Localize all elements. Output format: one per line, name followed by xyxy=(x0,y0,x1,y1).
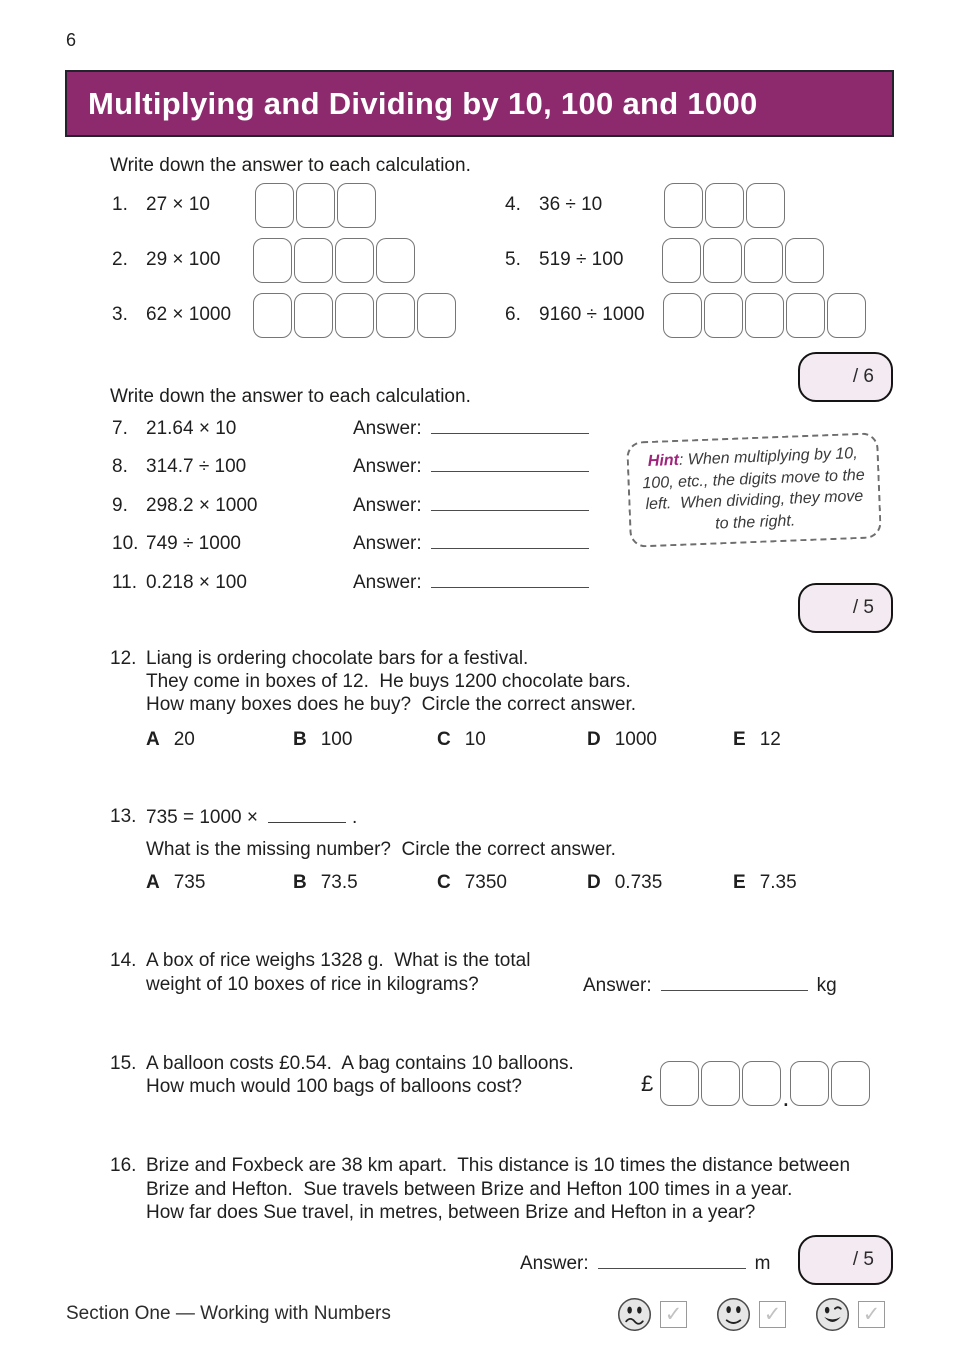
answer-box[interactable] xyxy=(417,293,456,338)
answer-blank[interactable] xyxy=(598,1268,746,1269)
answer-box[interactable] xyxy=(742,1061,781,1106)
answer-box[interactable] xyxy=(662,238,701,283)
score-box-q16[interactable]: / 5 xyxy=(798,1235,893,1285)
option-value: 73.5 xyxy=(320,872,358,893)
answer-box[interactable] xyxy=(253,238,292,283)
question-number: 7. xyxy=(112,418,128,439)
page-number: 6 xyxy=(66,30,77,50)
answer-box[interactable] xyxy=(335,238,374,283)
question-5 xyxy=(505,237,824,283)
option-a[interactable] xyxy=(146,872,205,894)
option-letter: C xyxy=(437,729,451,750)
feedback-group-happy xyxy=(815,1297,885,1332)
answer-box[interactable] xyxy=(744,238,783,283)
option-value: 0.735 xyxy=(614,872,663,893)
unit-label: kg xyxy=(816,975,837,996)
question-expression: 27 × 10 xyxy=(146,194,210,215)
hint-label: Hint xyxy=(647,451,680,471)
hint-text: : When multiplying by 10, 100, etc., the digits move to the left. When dividing, they move to the right. xyxy=(642,444,870,533)
question-text: What is the missing number? Circle the correct answer. xyxy=(146,839,616,860)
question-8 xyxy=(112,456,589,478)
question-4 xyxy=(505,182,785,228)
option-letter: D xyxy=(587,872,601,893)
neutral-face-icon xyxy=(716,1297,751,1332)
sad-face-icon xyxy=(617,1297,652,1332)
question-number: 11. xyxy=(112,572,138,593)
question-expression: 9160 ÷ 1000 xyxy=(539,304,645,325)
question-text: A balloon costs £0.54. A bag contains 10 balloons. xyxy=(146,1053,574,1074)
answer-blank[interactable] xyxy=(431,587,589,588)
option-b[interactable] xyxy=(293,872,358,894)
question-10 xyxy=(112,533,589,555)
option-c[interactable] xyxy=(437,872,507,894)
unit-label: m xyxy=(754,1253,771,1274)
option-letter: D xyxy=(587,729,601,750)
answer-blank[interactable] xyxy=(431,510,589,511)
answer-label: Answer: xyxy=(353,572,422,593)
option-value: 1000 xyxy=(614,729,658,750)
option-value: 20 xyxy=(173,729,195,750)
option-value: 100 xyxy=(320,729,353,750)
question-6 xyxy=(505,292,866,338)
question-number: 10. xyxy=(112,533,139,554)
answer-box[interactable] xyxy=(660,1061,699,1106)
digit-box-row xyxy=(790,1061,870,1106)
option-d[interactable] xyxy=(587,872,662,894)
decimal-point: . xyxy=(782,1082,790,1113)
question-number: 8. xyxy=(112,456,128,477)
question-expression: 29 × 100 xyxy=(146,249,221,270)
answer-box[interactable] xyxy=(376,238,415,283)
answer-box[interactable] xyxy=(827,293,866,338)
answer-box[interactable] xyxy=(294,238,333,283)
question-expression: 62 × 1000 xyxy=(146,304,232,325)
answer-box[interactable] xyxy=(703,238,742,283)
question-expression: 298.2 × 1000 xyxy=(146,495,258,516)
question-expression: 0.218 × 100 xyxy=(146,572,247,593)
question-expression: 36 ÷ 10 xyxy=(539,194,603,215)
digit-box-row xyxy=(255,183,376,228)
option-b[interactable] xyxy=(293,729,352,751)
q16-answer xyxy=(520,1253,770,1275)
question-3 xyxy=(112,292,456,338)
answer-label: Answer: xyxy=(353,495,422,516)
question-text: They come in boxes of 12. He buys 1200 chocolate bars. xyxy=(146,671,631,692)
happy-face-icon xyxy=(815,1297,850,1332)
question-number: 15. xyxy=(110,1053,137,1074)
question-number: 2. xyxy=(112,249,128,270)
score-box-section1[interactable]: / 6 xyxy=(798,352,893,402)
option-d[interactable] xyxy=(587,729,657,751)
question-number: 5. xyxy=(505,249,521,270)
digit-box-row xyxy=(662,238,824,283)
option-value: 7350 xyxy=(464,872,508,893)
option-c[interactable] xyxy=(437,729,486,751)
answer-label: Answer: xyxy=(353,533,422,554)
answer-box[interactable] xyxy=(790,1061,829,1106)
question-11 xyxy=(112,572,589,594)
header-banner xyxy=(65,70,894,137)
option-letter: A xyxy=(146,729,160,750)
answer-box[interactable] xyxy=(663,293,702,338)
question-7 xyxy=(112,418,589,440)
answer-box[interactable] xyxy=(664,183,703,228)
answer-blank[interactable] xyxy=(431,548,589,549)
question-equation xyxy=(146,807,357,829)
option-letter: A xyxy=(146,872,160,893)
question-text: weight of 10 boxes of rice in kilograms? xyxy=(146,974,479,995)
question-text: How much would 100 bags of balloons cost? xyxy=(146,1076,523,1097)
question-expression: 519 ÷ 100 xyxy=(539,249,624,270)
question-number: 12. xyxy=(110,648,137,669)
option-e[interactable] xyxy=(733,729,781,751)
answer-box[interactable] xyxy=(746,183,785,228)
section-footer-title: Section One — Working with Numbers xyxy=(66,1303,391,1324)
option-value: 735 xyxy=(173,872,206,893)
question-number: 13. xyxy=(110,806,137,827)
answer-box[interactable] xyxy=(785,238,824,283)
feedback-group-neutral xyxy=(716,1297,786,1332)
option-value: 10 xyxy=(464,729,486,750)
question-expression: 21.64 × 10 xyxy=(146,418,237,439)
question-number: 9. xyxy=(112,495,128,516)
option-letter: E xyxy=(733,872,746,893)
answer-box[interactable] xyxy=(704,293,743,338)
option-value: 7.35 xyxy=(759,872,797,893)
answer-box[interactable] xyxy=(831,1061,870,1106)
answer-label: Answer: xyxy=(583,975,652,996)
question-number: 14. xyxy=(110,950,137,971)
answer-blank[interactable] xyxy=(431,471,589,472)
question-text: Liang is ordering chocolate bars for a festival. xyxy=(146,648,529,669)
answer-box[interactable] xyxy=(253,293,292,338)
equation-text: 735 = 1000 × xyxy=(146,807,258,828)
question-text: Brize and Hefton. Sue travels between Brize and Hefton 100 times in a year. xyxy=(146,1179,793,1200)
checkbox[interactable]: ✓ xyxy=(660,1301,687,1328)
digit-box-row xyxy=(253,238,415,283)
option-letter: B xyxy=(293,872,307,893)
question-number: 16. xyxy=(110,1155,137,1176)
checkbox[interactable]: ✓ xyxy=(759,1301,786,1328)
hint-box xyxy=(626,432,882,548)
question-number: 3. xyxy=(112,304,128,325)
equation-period: . xyxy=(352,807,358,828)
equation-blank[interactable] xyxy=(268,822,346,823)
q15-money-boxes xyxy=(641,1061,870,1113)
option-letter: B xyxy=(293,729,307,750)
page-title: Multiplying and Dividing by 10, 100 and 1000 xyxy=(88,85,758,121)
digit-box-row xyxy=(660,1061,781,1106)
answer-blank[interactable] xyxy=(661,990,808,991)
feedback-group-sad xyxy=(617,1297,687,1332)
question-9 xyxy=(112,495,589,517)
answer-box[interactable] xyxy=(705,183,744,228)
checkbox[interactable]: ✓ xyxy=(858,1301,885,1328)
question-number: 4. xyxy=(505,194,521,215)
pound-sign: £ xyxy=(641,1070,654,1096)
option-letter: E xyxy=(733,729,746,750)
answer-label: Answer: xyxy=(353,418,422,439)
question-text: How far does Sue travel, in metres, between Brize and Hefton in a year? xyxy=(146,1202,756,1223)
q14-answer xyxy=(583,975,837,997)
answer-box[interactable] xyxy=(745,293,784,338)
answer-box[interactable] xyxy=(701,1061,740,1106)
answer-box[interactable] xyxy=(337,183,376,228)
question-2 xyxy=(112,237,415,283)
question-expression: 314.7 ÷ 100 xyxy=(146,456,247,477)
answer-blank[interactable] xyxy=(431,433,589,434)
answer-box[interactable] xyxy=(335,293,374,338)
digit-box-row xyxy=(663,293,866,338)
question-expression: 749 ÷ 1000 xyxy=(146,533,241,554)
question-text: A box of rice weighs 1328 g. What is the total xyxy=(146,950,531,971)
question-1 xyxy=(112,182,376,228)
question-text: Brize and Foxbeck are 38 km apart. This distance is 10 times the distance between xyxy=(146,1155,851,1176)
score-box-section2[interactable]: / 5 xyxy=(798,583,893,633)
answer-box[interactable] xyxy=(296,183,335,228)
digit-box-row xyxy=(664,183,785,228)
answer-box[interactable] xyxy=(255,183,294,228)
answer-box[interactable] xyxy=(786,293,825,338)
option-letter: C xyxy=(437,872,451,893)
section1-instruction: Write down the answer to each calculation. xyxy=(110,155,471,176)
option-value: 12 xyxy=(759,729,781,750)
answer-label: Answer: xyxy=(353,456,422,477)
digit-box-row xyxy=(253,293,456,338)
answer-label: Answer: xyxy=(520,1253,589,1274)
option-e[interactable] xyxy=(733,872,797,894)
section2-instruction: Write down the answer to each calculation. xyxy=(110,386,471,407)
option-a[interactable] xyxy=(146,729,195,751)
question-number: 1. xyxy=(112,194,128,215)
answer-box[interactable] xyxy=(294,293,333,338)
question-text: How many boxes does he buy? Circle the correct answer. xyxy=(146,694,637,715)
answer-box[interactable] xyxy=(376,293,415,338)
question-number: 6. xyxy=(505,304,521,325)
